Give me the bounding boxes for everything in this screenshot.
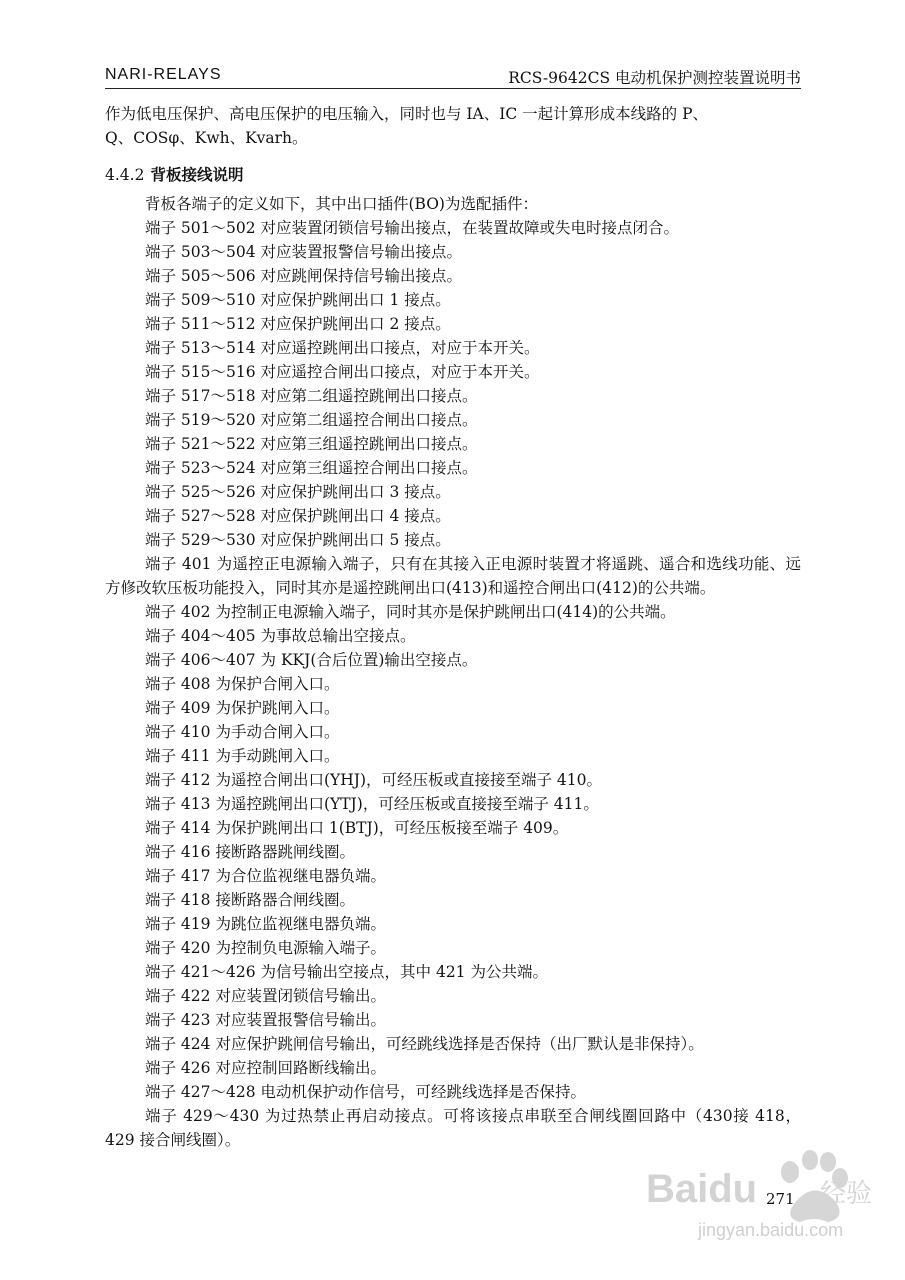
paragraph: 端子 513～514 对应遥控跳闸出口接点，对应于本开关。 — [145, 339, 540, 357]
header-document-title: RCS-9642CS 电动机保护测控装置说明书 — [508, 69, 801, 87]
paragraph: 端子 410 为手动合闸入口。 — [145, 723, 340, 741]
paragraph: 端子 505～506 对应跳闸保持信号输出接点。 — [145, 267, 463, 285]
page-header — [105, 62, 801, 88]
paragraph: 端子 409 为保护跳闸入口。 — [145, 699, 340, 717]
document-body — [105, 102, 801, 1152]
paragraph: 端子 519～520 对应第二组遥控合闸出口接点。 — [145, 411, 478, 429]
paragraph: 端子 411 为手动跳闸入口。 — [145, 747, 340, 765]
paragraph: 端子 418 接断路器合闸线圈。 — [145, 891, 355, 909]
paragraph: 端子 413 为遥控跳闸出口(YTJ)，可经压板或直接接至端子 411。 — [145, 795, 599, 813]
paragraph: 端子 420 为控制负电源输入端子。 — [145, 939, 386, 957]
paragraph: 端子 402 为控制正电源输入端子，同时其亦是保护跳闸出口(414)的公共端。 — [145, 603, 676, 621]
section-heading — [105, 163, 801, 187]
paragraph: 端子 511～512 对应保护跳闸出口 2 接点。 — [145, 315, 451, 333]
baidu-jingyan-watermark — [640, 1138, 880, 1248]
paragraph: 端子 412 为遥控合闸出口(YHJ)，可经压板或直接接至端子 410。 — [145, 771, 603, 789]
page-number: 271 — [766, 1190, 795, 1208]
watermark-brand: Baidu — [646, 1167, 758, 1211]
paragraph: 端子 422 对应装置闭锁信号输出。 — [145, 987, 386, 1005]
paragraph: 端子 427～428 电动机保护动作信号，可经跳线选择是否保持。 — [145, 1083, 587, 1101]
paragraph: 端子 419 为跳位监视继电器负端。 — [145, 915, 386, 933]
paragraph: 端子 424 对应保护跳闸信号输出，可经跳线选择是否保持（出厂默认是非保持）。 — [145, 1035, 704, 1053]
paragraph: 端子 527～528 对应保护跳闸出口 4 接点。 — [145, 507, 451, 525]
intro-line: 作为低电压保护、高电压保护的电压输入，同时也与 IA、IC 一起计算形成本线路的 P、 — [105, 105, 709, 123]
paragraph: 端子 421～426 为信号输出空接点，其中 421 为公共端。 — [145, 963, 548, 981]
paragraph: 端子 429～430 为过热禁止再启动接点。可将该接点串联至合闸线圈回路中（430接 418，429 接合闸线圈）。 — [105, 1107, 801, 1149]
intro-line: Q、COSφ、Kwh、Kvarh。 — [105, 129, 308, 147]
paragraph: 端子 521～522 对应第三组遥控跳闸出口接点。 — [145, 435, 478, 453]
watermark-url: jingyan.baidu.com — [698, 1220, 844, 1240]
paragraph: 端子 426 对应控制回路断线输出。 — [145, 1059, 386, 1077]
paragraph: 端子 509～510 对应保护跳闸出口 1 接点。 — [145, 291, 451, 309]
paragraph: 端子 529～530 对应保护跳闸出口 5 接点。 — [145, 531, 451, 549]
paragraph: 端子 417 为合位监视继电器负端。 — [145, 867, 386, 885]
section-number: 4.4.2 — [105, 166, 145, 184]
paragraph: 端子 523～524 对应第三组遥控合闸出口接点。 — [145, 459, 478, 477]
paragraph: 端子 503～504 对应装置报警信号输出接点。 — [145, 243, 463, 261]
paragraph: 端子 404～405 为事故总输出空接点。 — [145, 627, 416, 645]
paragraph: 端子 517～518 对应第二组遥控跳闸出口接点。 — [145, 387, 478, 405]
paragraph: 背板各端子的定义如下，其中出口插件(BO)为选配插件： — [145, 195, 538, 213]
paragraph: 端子 401 为遥控正电源输入端子，只有在其接入正电源时装置才将遥跳、遥合和选线功能、远方修改软压板功能投入，同时其亦是遥控跳闸出口(413)和遥控合闸出口(412)的公共端。 — [105, 555, 801, 597]
paragraph: 端子 515～516 对应遥控合闸出口接点，对应于本开关。 — [145, 363, 540, 381]
paragraph: 端子 501～502 对应装置闭锁信号输出接点，在装置故障或失电时接点闭合。 — [145, 219, 680, 237]
paragraph: 端子 423 对应装置报警信号输出。 — [145, 1011, 386, 1029]
header-company: NARI-RELAYS — [105, 66, 222, 83]
paragraph: 端子 525～526 对应保护跳闸出口 3 接点。 — [145, 483, 451, 501]
header-divider — [105, 88, 801, 89]
watermark-suffix: 经验 — [820, 1179, 873, 1209]
section-title: 背板接线说明 — [150, 165, 244, 184]
paragraph: 端子 416 接断路器跳闸线圈。 — [145, 843, 355, 861]
paragraph: 端子 414 为保护跳闸出口 1(BTJ)，可经压板接至端子 409。 — [145, 819, 569, 837]
paragraph: 端子 408 为保护合闸入口。 — [145, 675, 340, 693]
paragraph: 端子 406～407 为 KKJ(合后位置)输出空接点。 — [145, 651, 478, 669]
